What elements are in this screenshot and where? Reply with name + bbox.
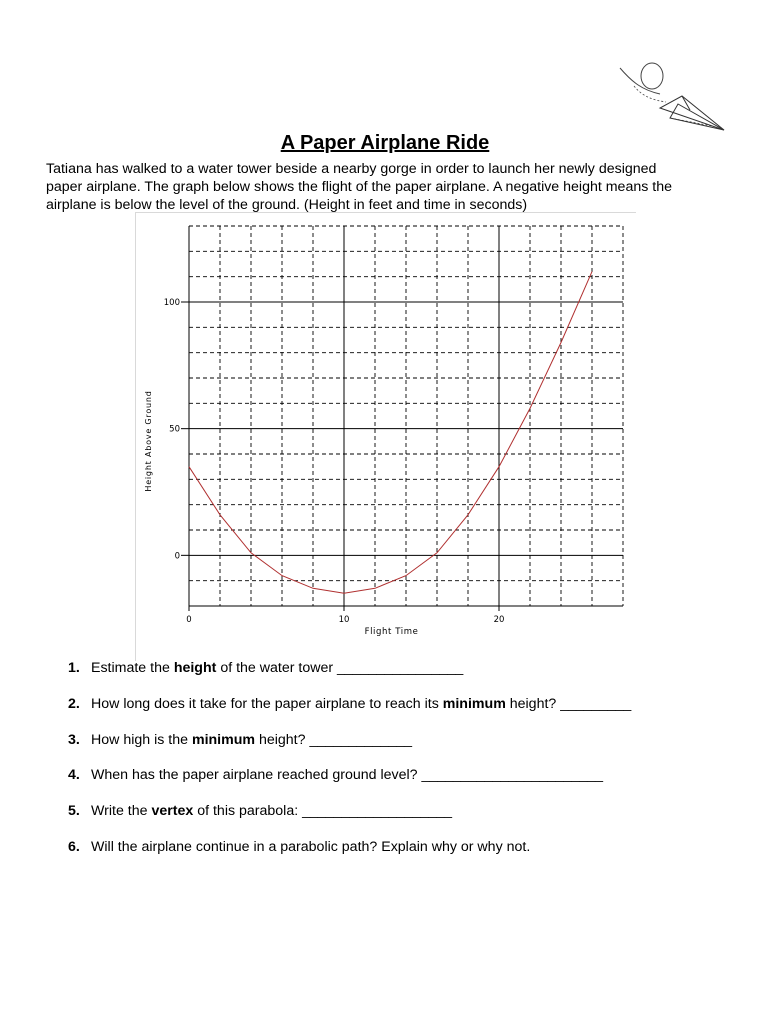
question-number: 3. <box>68 732 80 748</box>
intro-line: Tatiana has walked to a water tower beside a nearby gorge in order to launch her newly designed <box>46 161 657 177</box>
y-tick-label: 50 <box>169 424 180 435</box>
page-title: A Paper Airplane Ride <box>280 132 490 154</box>
question-text: of this parabola: ___________________ <box>193 803 453 819</box>
question-number: 1. <box>68 660 80 676</box>
intro-paragraph <box>46 160 736 214</box>
question-item <box>68 839 530 855</box>
x-axis-label: Flight Time <box>364 627 419 637</box>
question-number: 6. <box>68 839 80 855</box>
y-tick-label: 0 <box>174 551 180 562</box>
y-axis-label: Height Above Ground <box>144 390 153 492</box>
question-text: height? _________ <box>505 696 632 712</box>
question-item <box>68 660 463 676</box>
question-text: How long does it take for the paper airplane to reach its <box>91 696 443 712</box>
question-item <box>68 732 412 748</box>
question-text: of the water tower ________________ <box>216 660 464 676</box>
question-number: 2. <box>68 696 80 712</box>
question-number: 4. <box>68 767 80 783</box>
y-tick-label: 100 <box>163 298 180 308</box>
question-number: 5. <box>68 803 80 819</box>
flight-curve <box>189 272 592 594</box>
question-keyword: minimum <box>442 696 506 712</box>
question-keyword: vertex <box>151 803 194 819</box>
intro-line: airplane is below the level of the ground. (Height in feet and time in seconds) <box>46 197 528 213</box>
question-text: Will the airplane continue in a parabolic path? Explain why or why not. <box>91 839 531 855</box>
x-tick-label: 20 <box>493 615 505 625</box>
x-tick-label: 10 <box>338 615 350 625</box>
paper-airplane-icon <box>612 56 730 136</box>
question-text: How high is the <box>91 732 192 748</box>
flight-graph-frame <box>135 212 636 661</box>
question-text: Write the <box>91 803 152 819</box>
question-item <box>68 803 452 819</box>
question-text: height? _____________ <box>255 732 413 748</box>
x-tick-label: 0 <box>186 615 192 625</box>
question-item <box>68 767 603 783</box>
question-keyword: minimum <box>191 732 256 748</box>
question-text: Estimate the <box>91 660 174 676</box>
question-item <box>68 696 631 712</box>
question-text: When has the paper airplane reached ground level? _______________________ <box>91 767 603 783</box>
flight-graph <box>136 213 636 661</box>
question-keyword: height <box>173 660 217 676</box>
intro-line: paper airplane. The graph below shows the flight of the paper airplane. A negative height means the <box>46 179 672 195</box>
